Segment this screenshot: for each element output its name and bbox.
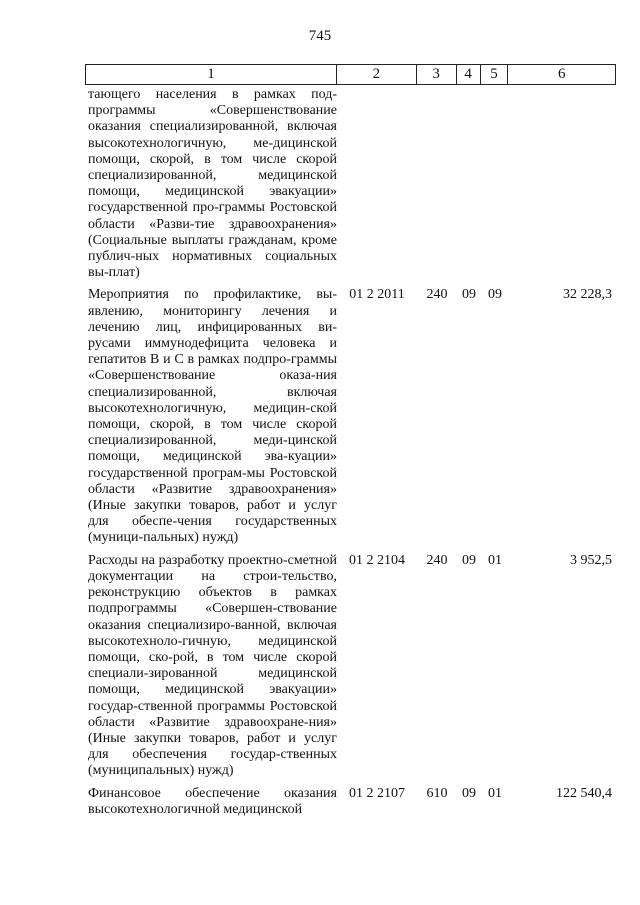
row-expense-type: 240 <box>426 287 448 303</box>
column-header-3: 3 <box>417 65 457 84</box>
row-expense-type: 240 <box>426 552 448 568</box>
row-amount <box>509 87 616 281</box>
row-section: 09 <box>462 785 476 801</box>
column-header-1: 1 <box>86 65 337 84</box>
row-section <box>457 87 481 281</box>
row-description: тающего населения в рамках под-программы «Совершенствование оказания специализированной, включая высокотехнологичную, ме-дицинской помощи, скорой, в том числе скорой специализированной, медицинской помощи, медицинской эвакуации» государственной про-граммы Ростовской области «Разви-тие здравоохранения» (Социальные выплаты гражданам, кроме публич-ных нормативных социальных вы-плат) <box>88 87 337 281</box>
row-amount: 3 952,5 <box>570 552 612 568</box>
row-code: 01 2 2107 <box>349 785 405 801</box>
row-expense-type <box>417 87 457 281</box>
row-subsection: 01 <box>488 552 502 568</box>
table-row <box>85 87 616 281</box>
row-expense-type: 610 <box>426 785 448 801</box>
column-header-5: 5 <box>481 65 509 84</box>
row-subsection <box>481 87 509 281</box>
table-row <box>85 786 616 818</box>
row-section: 09 <box>462 552 476 568</box>
column-header-6: 6 <box>557 66 566 82</box>
row-code <box>337 87 417 281</box>
row-section: 09 <box>462 287 476 303</box>
column-header-2: 2 <box>337 65 417 84</box>
row-description: Финансовое обеспечение оказания высокотехнологичной медицинской <box>88 785 337 817</box>
row-amount: 32 228,3 <box>563 287 612 303</box>
row-description: Мероприятия по профилактике, вы-явлению, мониторингу лечения и лечению лиц, инфицированных ви-русами иммунодефицита человека и гепатитов В и С в рамках подпро-граммы «Совершенствование оказа-ния специализированной, включая высокотехнологичную, медицин-ской помощи, скорой, в том числе скорой специализированной, меди-цинской помощи, медицинской эва-куации» государственной програм-мы Ростовской области «Развитие здравоохранения» (Иные закупки товаров, работ и услуг для обеспе-чения государственных (муници-пальных) нужд) <box>88 287 337 546</box>
table-row <box>85 287 616 546</box>
page-number: 745 <box>308 28 332 44</box>
row-code: 01 2 2104 <box>349 552 405 568</box>
row-subsection: 09 <box>488 287 502 303</box>
row-subsection: 01 <box>488 785 502 801</box>
table-row <box>85 553 616 780</box>
budget-table <box>85 64 616 818</box>
table-header <box>85 64 616 85</box>
row-amount: 122 540,4 <box>556 785 612 801</box>
row-description: Расходы на разработку проектно-сметной документации на строи-тельство, реконструкцию объектов в рамках подпрограммы «Совершен-ствование оказания специализиро-ванной, включая высокотехноло-гичную, медицинской помощи, ско-рой, в том числе скорой специали-зированной медицинской помощи, медицинской эвакуации» государ-ственной программы Ростовской области «Развитие здравоохране-ния» (Иные закупки товаров, работ и услуг для обеспечения государ-ственных (муниципальных) нужд) <box>88 552 337 779</box>
row-code: 01 2 2011 <box>349 287 405 303</box>
column-header-4: 4 <box>457 65 481 84</box>
